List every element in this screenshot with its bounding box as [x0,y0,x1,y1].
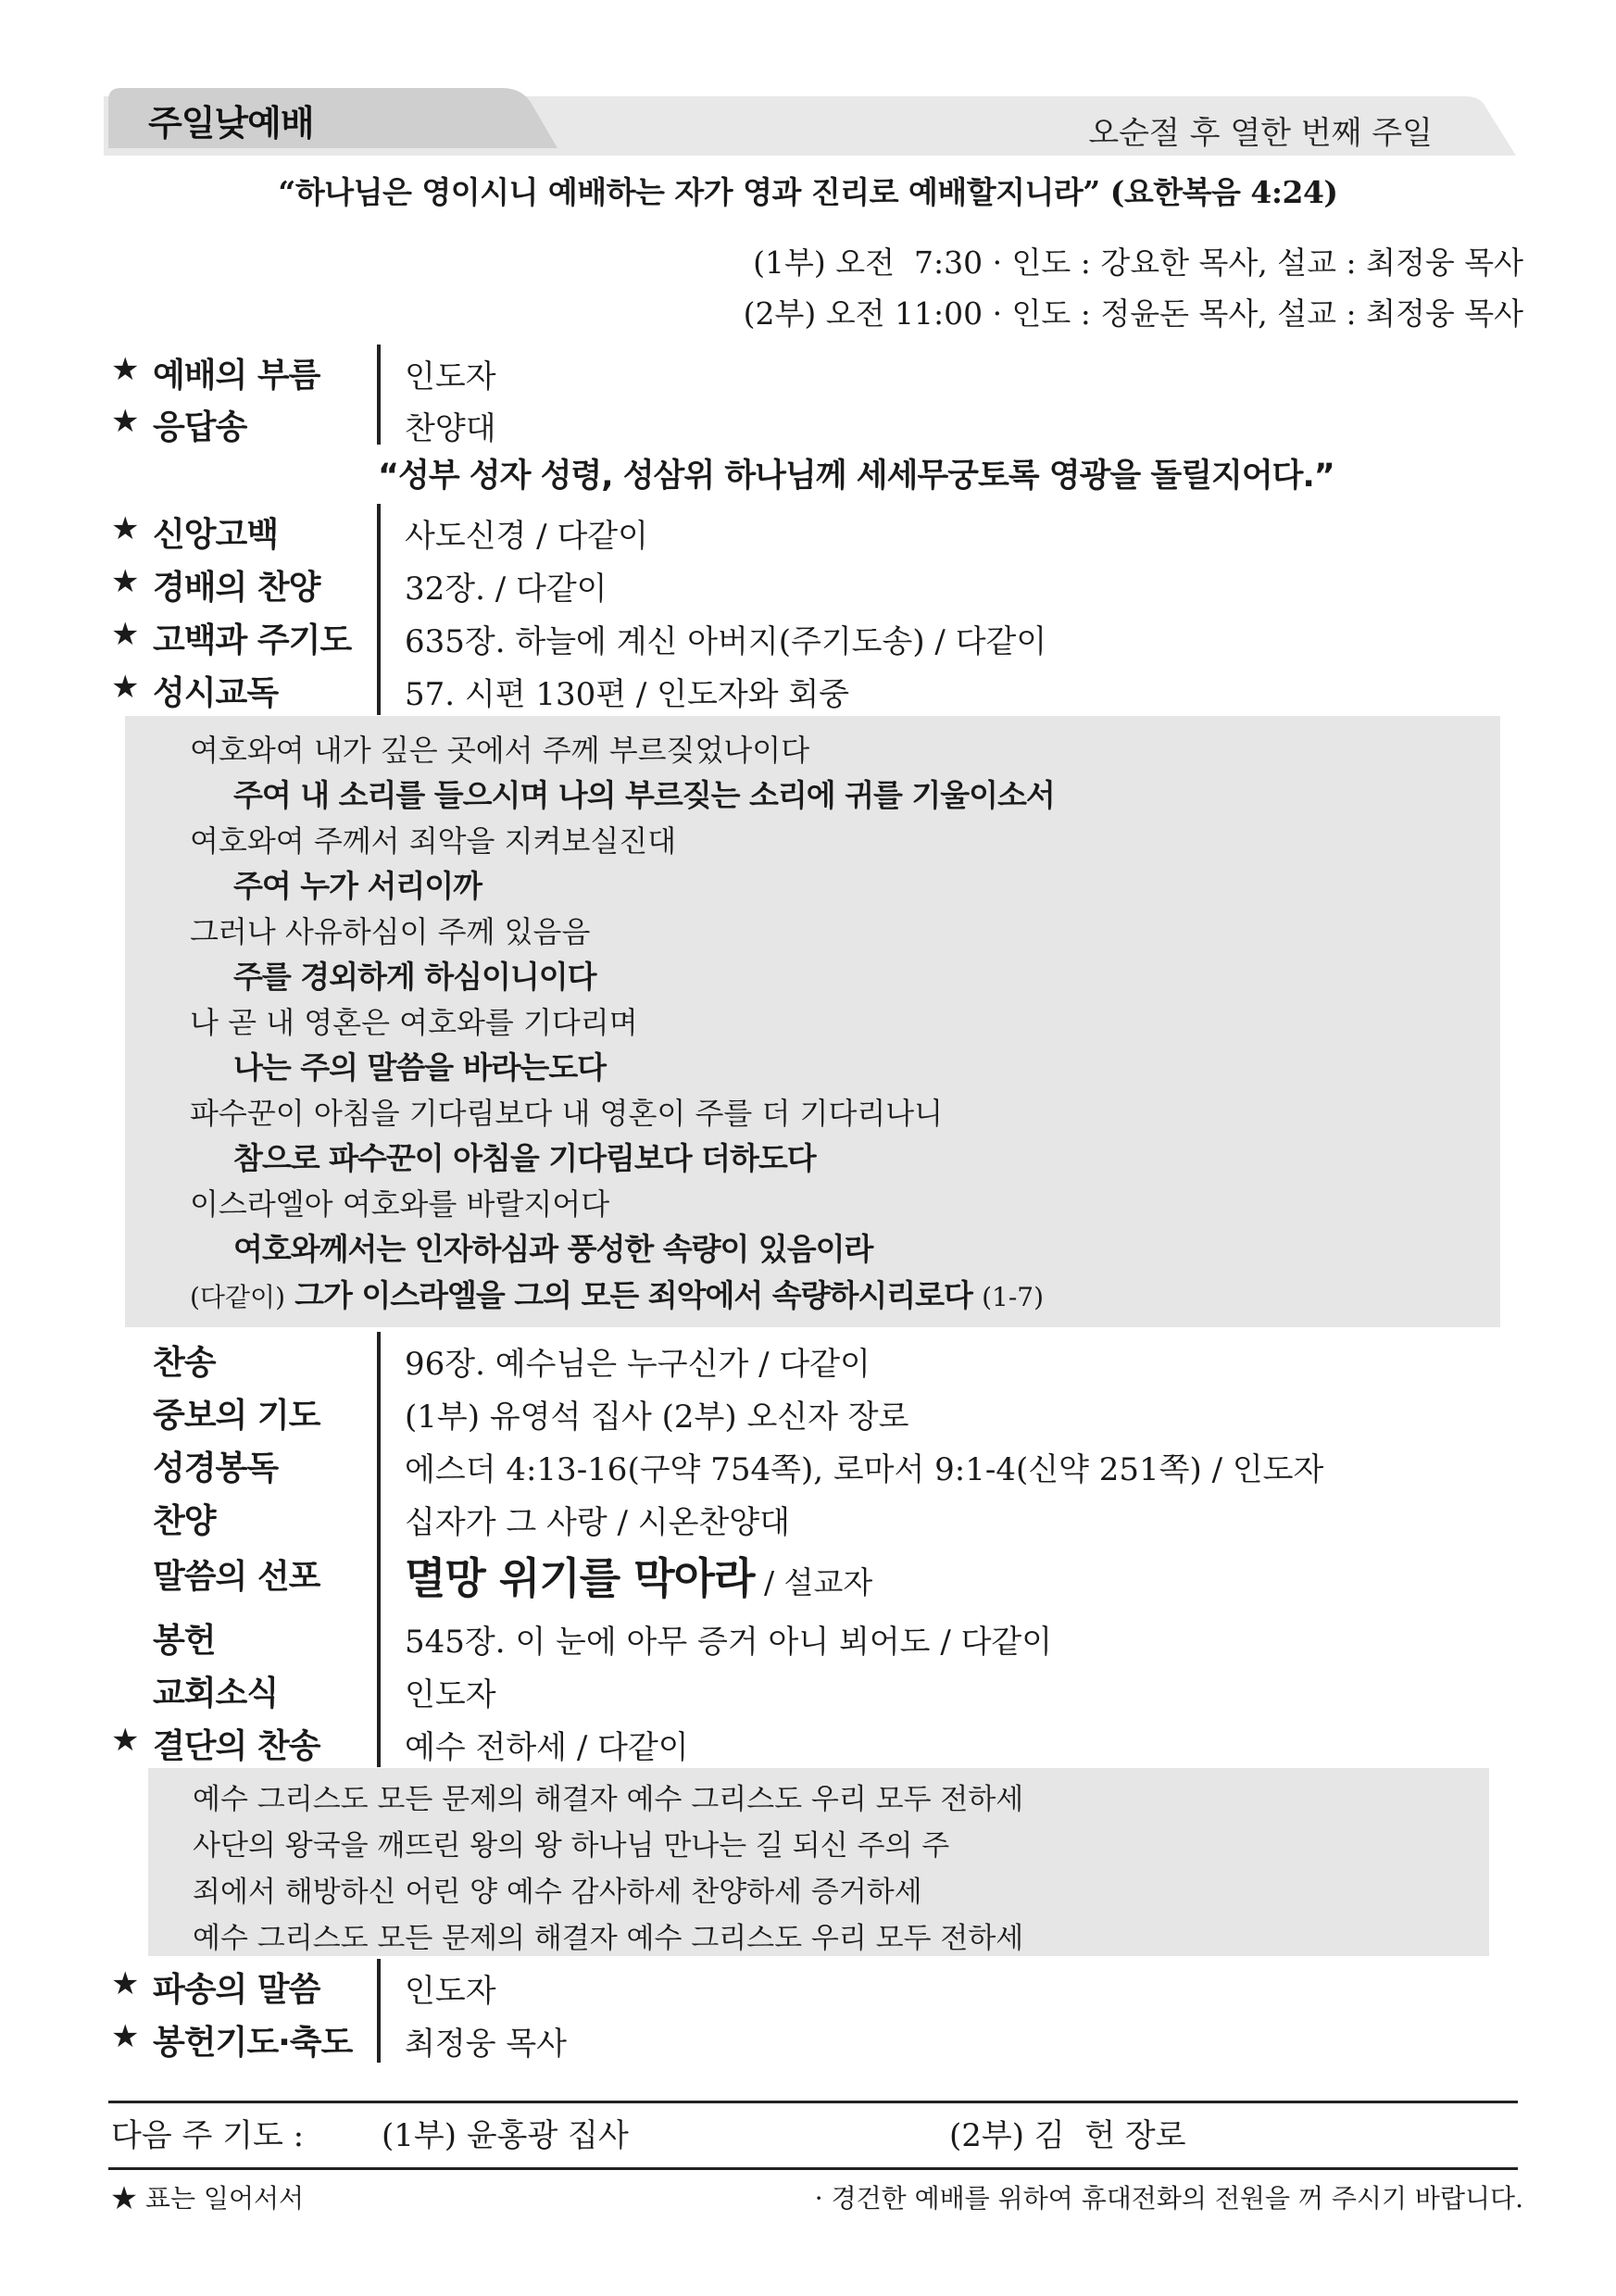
reading-leader-line: 파수꾼이 아침을 기다림보다 내 영혼이 주를 더 기다리나니 [190,1096,944,1131]
sermon-item [0,1545,1616,1604]
order-label: 성경봉독 [153,1449,279,1487]
theme-verse: “하나님은 영이시니 예배하는 자가 영과 진리로 예배할지니라” (요한복음 4:24) [278,174,1338,210]
reading-response-line: 주여 내 소리를 들으시며 나의 부르짖는 소리에 귀를 기울이소서 [233,777,1055,813]
phone-note: · 경건한 예배를 위하여 휴대전화의 전원을 꺼 주시기 바랍니다. [814,2183,1523,2214]
star-icon: ★ [111,616,140,653]
order-value: (1부) 유영석 집사 (2부) 오신자 장로 [405,1399,909,1436]
order-label: 중보의 기도 [153,1397,320,1435]
order-value: 57. 시편 130편 / 인도자와 회중 [405,676,850,713]
star-icon: ★ [111,669,140,706]
service-title: 주일낮예배 [148,103,314,144]
sermon-title: 멸망 위기를 막아라 [405,1553,755,1603]
sermon-value [405,1545,872,1606]
order-label: 신앙고백 [153,516,279,554]
order-label: 봉헌기도·축도 [153,2024,353,2062]
order-value: 예수 전하세 / 다같이 [405,1729,689,1766]
order-value: 인도자 [405,358,496,395]
order-value: 십자가 그 사랑 / 시온찬양대 [405,1504,790,1541]
order-label: 파송의 말씀 [153,1971,320,2009]
reading-leader-line: 나 곧 내 영혼은 여호와를 기다리며 [190,1005,638,1040]
star-icon: ★ [111,510,140,547]
order-label: 봉헌 [153,1622,216,1660]
order-item [0,1489,1616,1541]
sermon-preacher: / 설교자 [754,1564,873,1600]
reading-all-marker: (다같이) [190,1282,285,1312]
order-value: 인도자 [405,1973,496,2010]
order-label: 찬송 [153,1344,216,1382]
order-label: 말씀의 선포 [153,1558,320,1596]
sunday-name: 오순절 후 열한 번째 주일 [1088,115,1433,152]
order-label: 교회소식 [153,1675,279,1713]
star-icon: ★ [111,1722,140,1759]
order-item [0,1958,1616,2010]
gloria-patri: “성부 성자 성령, 성삼위 하나님께 세세무궁토록 영광을 돌릴지어다.” [378,458,1334,495]
order-label: 고백과 주기도 [153,621,352,659]
order-value: 545장. 이 눈에 아무 증거 아니 뵈어도 / 다같이 [405,1624,1053,1661]
order-value: 사도신경 / 다같이 [405,518,648,555]
reading-response-line: 여호와께서는 인자하심과 풍성한 속량이 있음이라 [233,1231,873,1267]
footer-rule [108,2101,1518,2103]
hymn-lyrics-box [148,1768,1489,1956]
order-value: 32장. / 다같이 [405,571,608,608]
order-label: 찬양 [153,1502,216,1540]
stand-note: ★ 표는 일어서서 [111,2183,305,2214]
hymn-lyric-line: 예수 그리스도 모든 문제의 해결자 예수 그리스도 우리 모두 전하세 [193,1922,1024,1955]
reading-response-line: 주를 경외하게 하심이니이다 [233,959,596,995]
footer-rule [108,2167,1518,2170]
order-label: 경배의 찬양 [153,569,320,607]
hymn-lyric-line: 죄에서 해방하신 어린 양 예수 감사하세 찬양하세 증거하세 [193,1876,922,1909]
reading-leader-line: 여호와여 주께서 죄악을 지켜보실진대 [190,823,677,859]
order-value: 에스더 4:13-16(구약 754쪽), 로마서 9:1-4(신약 251쪽) / 인도자 [405,1451,1324,1488]
reading-final-text: 그가 이스라엘을 그의 모든 죄악에서 속량하시리로다 [294,1277,972,1313]
next-prayer-label: 다음 주 기도 : [111,2117,305,2154]
section-header [104,83,1516,157]
order-item [0,395,1616,447]
next-prayer-1: (1부) 윤홍광 집사 [382,2117,629,2154]
service-1-info: (1부) 오전 7:30 · 인도 : 강요한 목사, 설교 : 최정웅 목사 [753,245,1523,281]
reading-response-line: 주여 누가 서리이까 [233,868,482,904]
star-icon: ★ [111,351,140,388]
order-item [0,1331,1616,1383]
reading-response-line: 참으로 파수꾼이 아침을 기다림보다 더하도다 [233,1140,816,1176]
order-item [0,1609,1616,1661]
order-label: 응답송 [153,408,247,446]
reading-verse-range: (1-7) [982,1282,1045,1312]
reading-leader-line: 그러나 사유하심이 주께 있음음 [190,914,591,949]
reading-leader-line: 여호와여 내가 깊은 곳에서 주께 부르짖었나이다 [190,733,810,768]
hymn-lyric-line: 예수 그리스도 모든 문제의 해결자 예수 그리스도 우리 모두 전하세 [193,1783,1024,1816]
order-item [0,1662,1616,1713]
hymn-lyric-line: 사단의 왕국을 깨뜨린 왕의 왕 하나님 만나는 길 되신 주의 주 [193,1829,950,1863]
order-item [0,503,1616,555]
service-2-info: (2부) 오전 11:00 · 인도 : 정윤돈 목사, 설교 : 최정웅 목사 [743,295,1523,332]
order-item [0,1714,1616,1766]
responsive-reading-box [125,716,1500,1327]
order-item [0,2011,1616,2063]
star-icon: ★ [111,1965,140,2002]
order-value: 96장. 예수님은 누구신가 / 다같이 [405,1346,871,1383]
next-prayer-2: (2부) 김 헌 장로 [949,2117,1186,2154]
order-value: 인도자 [405,1676,496,1713]
order-value: 찬양대 [405,410,496,447]
reading-leader-line: 이스라엘아 여호와를 바랄지어다 [190,1186,610,1222]
order-value: 최정웅 목사 [405,2026,568,2063]
order-label: 결단의 찬송 [153,1727,320,1765]
star-icon: ★ [111,2018,140,2055]
order-item [0,1437,1616,1488]
order-label: 성시교독 [153,674,279,712]
order-value: 635장. 하늘에 계신 아버지(주기도송) / 다같이 [405,623,1047,660]
reading-final-line [190,1272,1044,1315]
order-item [0,1384,1616,1436]
order-item [0,661,1616,713]
order-item [0,609,1616,660]
star-icon: ★ [111,403,140,440]
order-label: 예배의 부름 [153,357,320,395]
order-item [0,556,1616,608]
reading-response-line: 나는 주의 말씀을 바라는도다 [233,1049,607,1085]
star-icon: ★ [111,563,140,600]
order-item [0,344,1616,395]
